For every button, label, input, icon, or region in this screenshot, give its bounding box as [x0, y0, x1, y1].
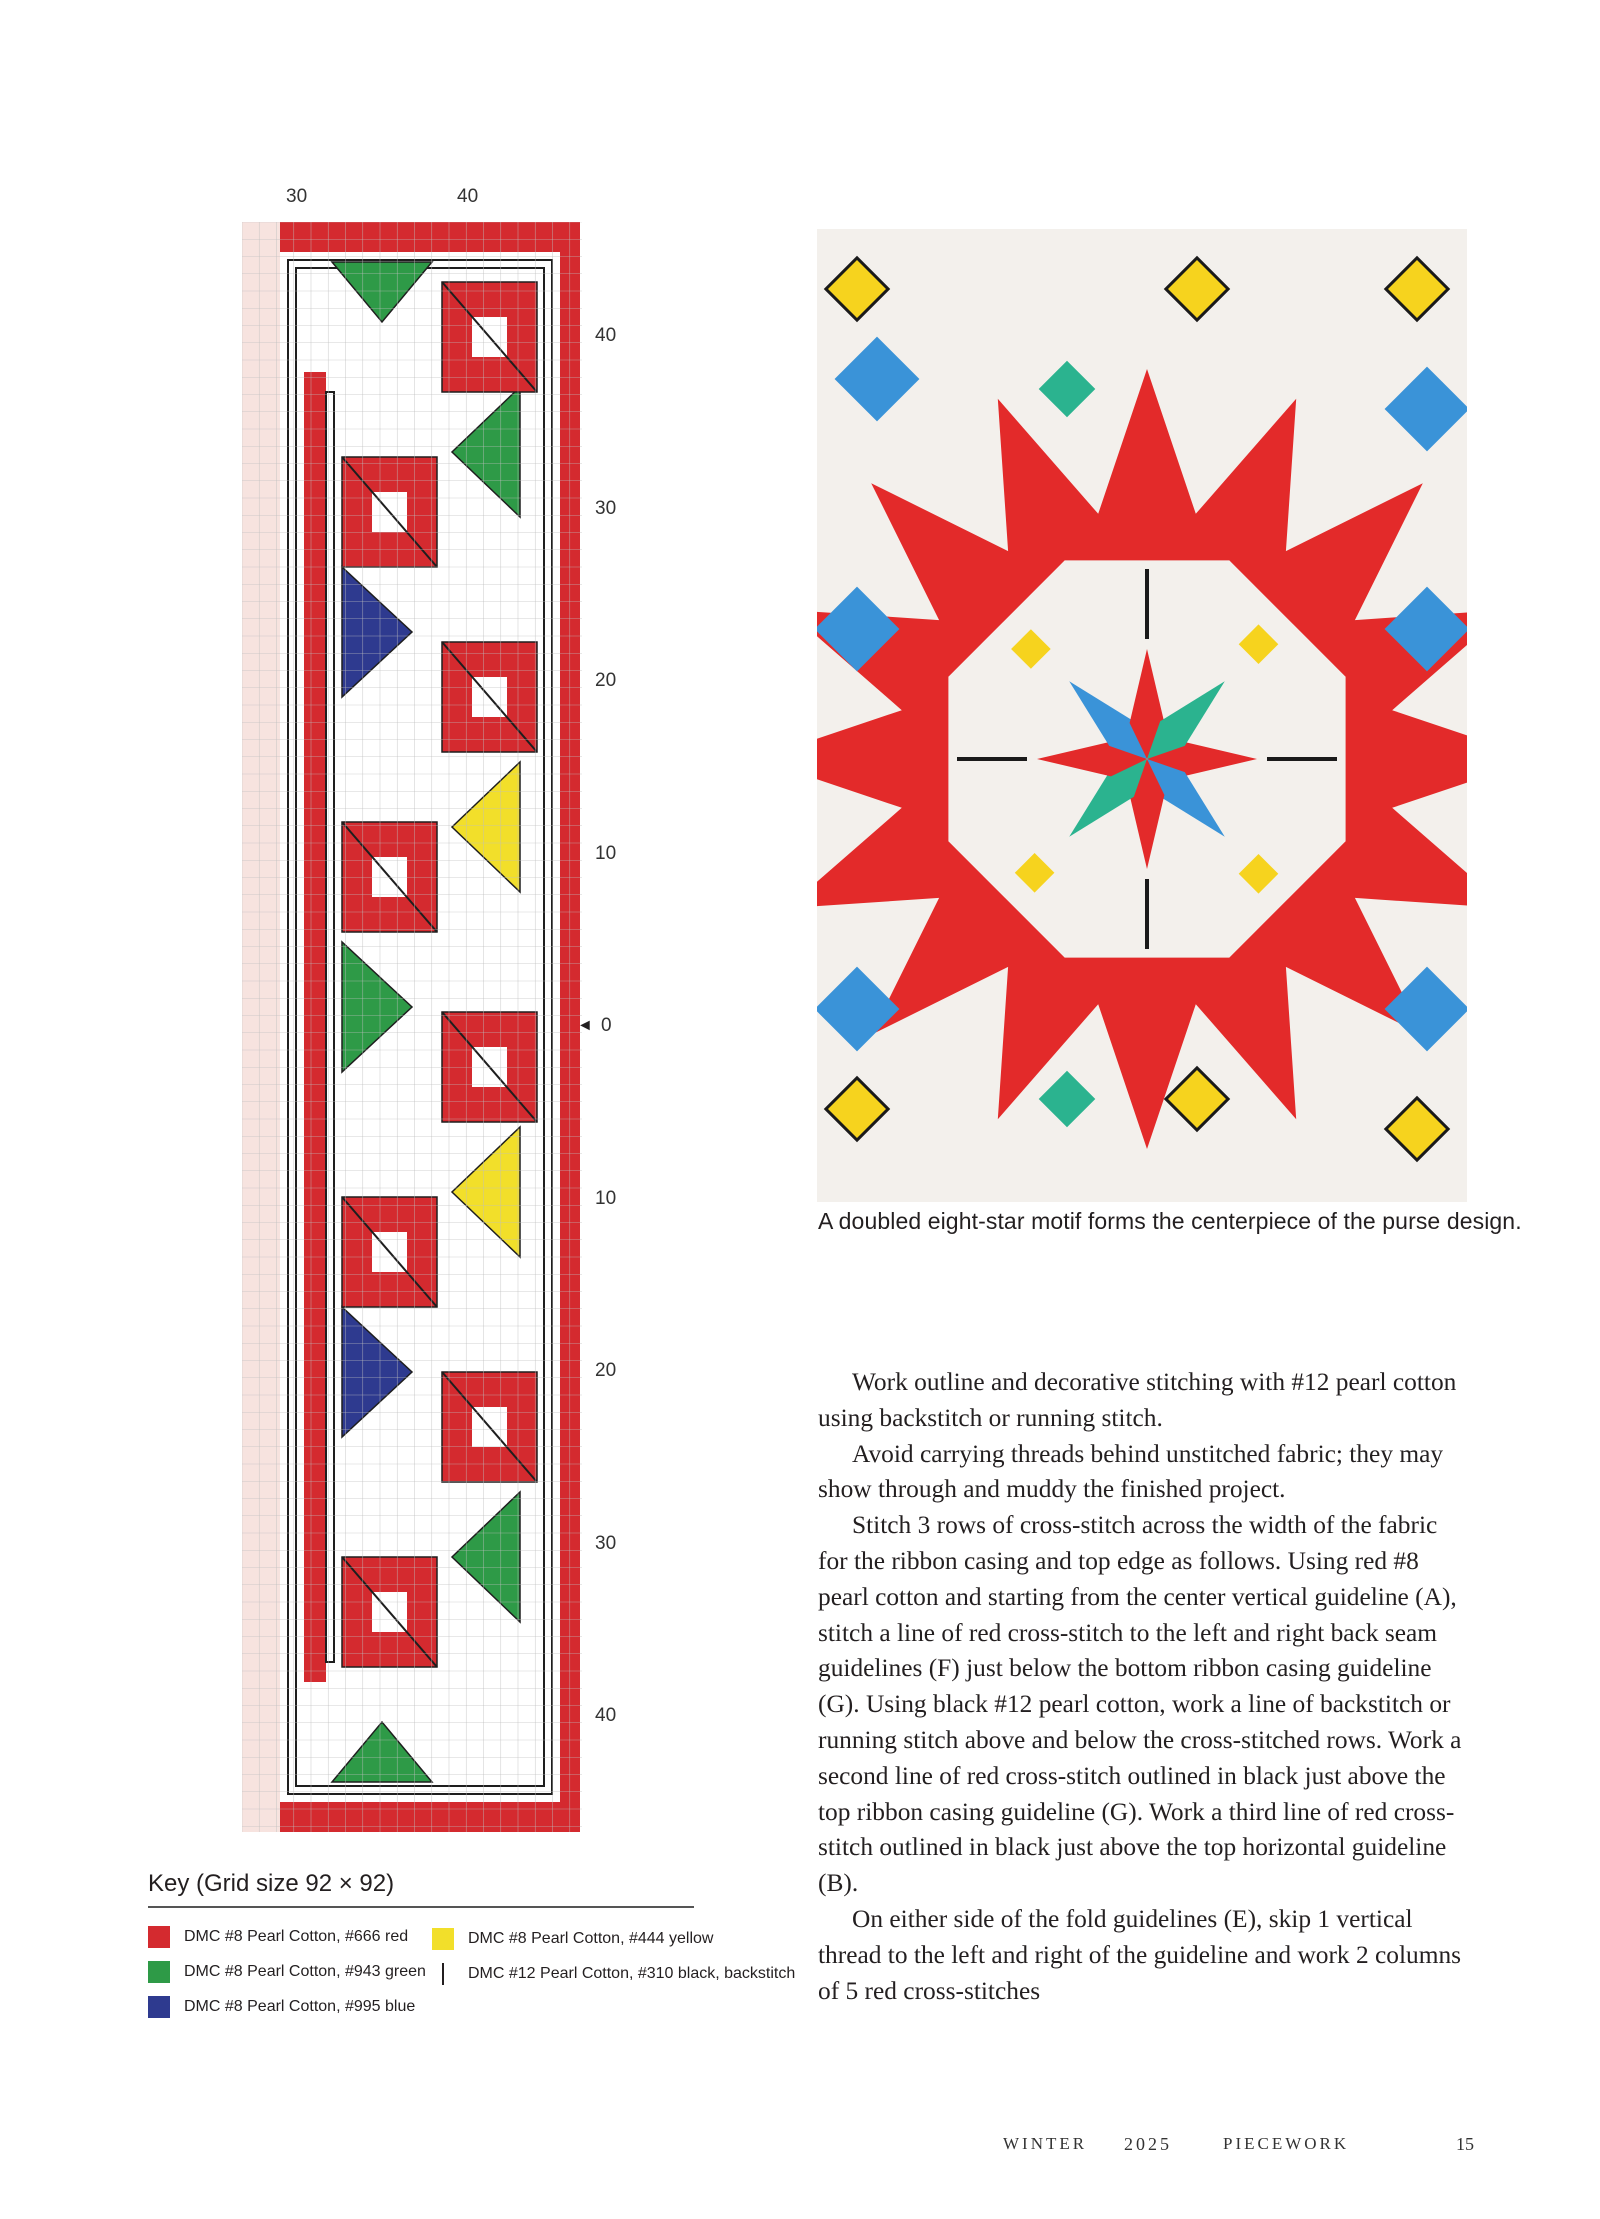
instructions-text	[818, 1365, 1468, 2009]
key-item-backstitch	[432, 1963, 795, 1985]
right-tick-40-top: 40	[595, 325, 617, 346]
red-swatch	[148, 1926, 170, 1948]
key-divider	[148, 1906, 694, 1908]
key-label-blue: DMC #8 Pearl Cotton, #995 blue	[184, 1998, 416, 2015]
right-tick-40-bottom: 40	[595, 1705, 617, 1726]
paragraph-outline: Work outline and decorative stitching with #12 pearl cotton using backstitch or running stitch.	[818, 1368, 1457, 1432]
right-tick-10-top: 10	[595, 843, 617, 864]
top-tick-40: 40	[457, 186, 479, 207]
right-tick-0: 0	[601, 1015, 612, 1036]
center-arrow-icon: ◄	[577, 1017, 593, 1034]
key-item-blue	[148, 1996, 415, 2018]
blue-swatch	[148, 1996, 170, 2018]
footer-year: 2025	[1124, 2134, 1172, 2154]
right-tick-20-bottom: 20	[595, 1360, 617, 1381]
eight-star-motif-illustration	[817, 229, 1467, 1202]
key-label-green: DMC #8 Pearl Cotton, #943 green	[184, 1963, 426, 1980]
paragraph-carrying: Avoid carrying threads behind unstitched fabric; they may show through and muddy the finished project.	[818, 1439, 1444, 1504]
chart-inner-channel	[326, 392, 334, 1662]
footer-season: WINTER	[1003, 2134, 1088, 2153]
paragraph-fold: On either side of the fold guidelines (E), skip 1 vertical thread to the left and right of the guideline and work 2 columns of 5 red cross-stitches	[818, 1904, 1462, 2005]
chart-inner-red-band	[304, 372, 326, 1682]
right-tick-30-bottom: 30	[595, 1533, 617, 1554]
key-item-yellow	[432, 1928, 713, 1950]
key-item-green	[148, 1961, 426, 1983]
right-tick-10-bottom: 10	[595, 1188, 617, 1209]
photo-caption: A doubled eight-star motif forms the centerpiece of the purse design.	[818, 1208, 1522, 1234]
cross-stitch-chart	[242, 222, 582, 1832]
right-tick-30-top: 30	[595, 498, 617, 519]
green-swatch	[148, 1961, 170, 1983]
backstitch-line-icon	[442, 1963, 444, 1985]
key-label-yellow: DMC #8 Pearl Cotton, #444 yellow	[468, 1930, 714, 1947]
key-label-backstitch: DMC #12 Pearl Cotton, #310 black, backstitch	[468, 1965, 796, 1982]
paragraph-rows: Stitch 3 rows of cross-stitch across the width of the fabric for the ribbon casing and top edge as follows. Using red #8 pearl cotton and starting from the center vertical guideline (A), stitch a line of red cross-stitch to the left and right back seam guidelines (F) just below the bottom ribbon casing guideline (G). Using black #12 pearl cotton, work a line of backstitch or running stitch above and below the cross-stitched rows. Work a second line of red cross-stitch outlined in black just above the top ribbon casing guideline (G). Work a third line of red cross-stitch outlined in black just above the top horizontal guideline (B).	[818, 1511, 1462, 1898]
right-tick-20-top: 20	[595, 670, 617, 691]
yellow-swatch	[432, 1928, 454, 1950]
footer-magazine: PIECEWORK	[1223, 2134, 1350, 2153]
key-item-red	[148, 1926, 408, 1948]
top-tick-30: 30	[286, 186, 308, 207]
key-title: Key (Grid size 92 × 92)	[148, 1870, 395, 1897]
page-number: 15	[1456, 2134, 1474, 2154]
key-label-red: DMC #8 Pearl Cotton, #666 red	[184, 1928, 409, 1945]
embroidery-photo	[817, 229, 1467, 1202]
